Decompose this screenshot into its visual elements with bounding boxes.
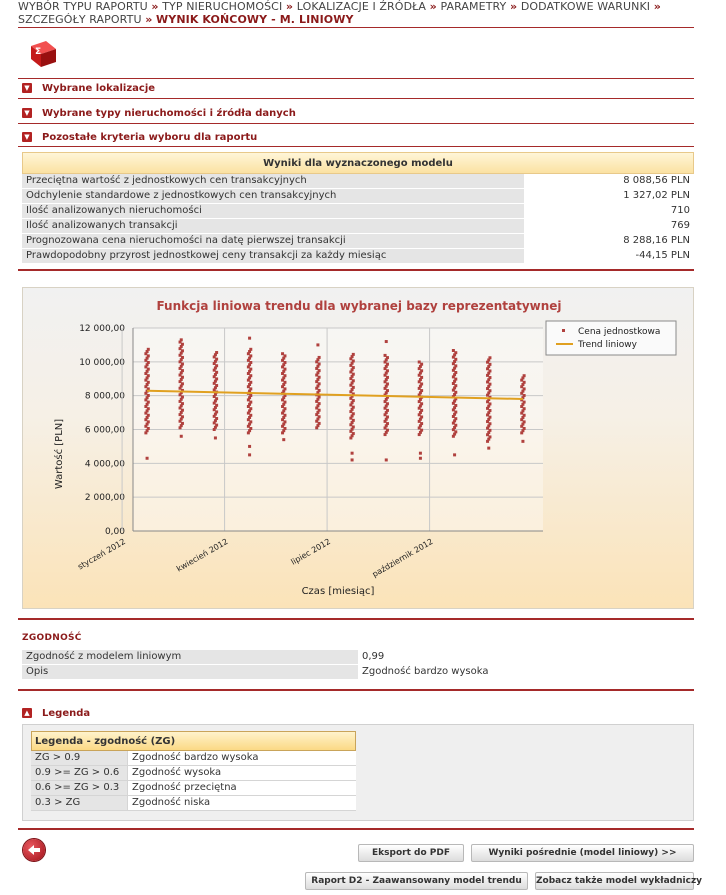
legend-table-header: Legenda - zgodność (ZG) [31, 731, 356, 751]
breadcrumb-item[interactable]: WYBÓR TYPU RAPORTU [18, 0, 148, 13]
x-tick-label: kwiecień 2012 [174, 536, 230, 574]
results-table-header: Wyniki dla wyznaczonego modelu [22, 152, 694, 174]
data-point [521, 440, 524, 443]
breadcrumb-current: WYNIK KOŃCOWY - M. LINIOWY [156, 13, 354, 26]
row-label: Ilość analizowanych nieruchomości [22, 204, 524, 219]
section-toggle-lokalizacje[interactable] [22, 82, 155, 96]
row-label: Opis [22, 665, 358, 680]
section-label: Wybrane typy nieruchomości i źródła danych [42, 108, 296, 119]
section-label: Pozostałe kryteria wyboru dla raportu [42, 132, 258, 143]
row-label: Ilość analizowanych transakcji [22, 219, 524, 234]
data-point [523, 374, 526, 377]
divider [18, 269, 694, 271]
divider [18, 689, 694, 691]
data-point [418, 361, 421, 364]
section-toggle-kryteria[interactable] [22, 131, 257, 145]
zg-range: 0.9 >= ZG > 0.6 [31, 766, 128, 781]
data-point [146, 457, 149, 460]
row-value: 1 327,02 PLN [524, 189, 694, 204]
zgodnosc-table [22, 650, 694, 680]
data-point [351, 458, 354, 461]
divider [18, 78, 694, 79]
breadcrumb-separator: » [429, 0, 437, 13]
chart-title: Funkcja liniowa trendu dla wybranej bazy reprezentatywnej [156, 299, 562, 313]
breadcrumb-item[interactable]: TYP NIERUCHOMOŚCI [162, 0, 283, 13]
data-point [281, 352, 284, 355]
breadcrumb [18, 0, 708, 26]
svg-text:Σ: Σ [35, 47, 42, 57]
data-point [147, 348, 150, 351]
results-table [22, 174, 694, 264]
legend-marker-scatter [562, 329, 565, 332]
y-tick-label: 12 000,00 [79, 324, 125, 334]
row-value: 710 [524, 204, 694, 219]
arrow-left-icon [23, 839, 45, 861]
expand-chevron-icon: ▼ [22, 132, 32, 142]
y-tick-label: 6 000,00 [84, 425, 125, 436]
back-button[interactable] [23, 839, 45, 861]
divider [18, 123, 694, 124]
legend-item-trend: Trend liniowy [578, 340, 637, 350]
data-point [248, 337, 251, 340]
data-point [249, 348, 252, 351]
breadcrumb-separator: » [145, 13, 153, 26]
legend-toggle[interactable] [22, 707, 90, 721]
divider [18, 828, 694, 830]
data-point [352, 353, 355, 356]
data-point [453, 453, 456, 456]
row-label: Prognozowana cena nieruchomości na datę pierwszej transakcji [22, 234, 524, 249]
y-tick-label: 0,00 [104, 527, 125, 537]
x-tick-label: lipiec 2012 [289, 536, 333, 567]
export-pdf-button[interactable]: Eksport do PDF [358, 844, 464, 862]
expand-chevron-icon: ▼ [22, 83, 32, 93]
zg-range: ZG > 0.9 [31, 751, 128, 766]
report-d2-button[interactable]: Raport D2 - Zaawansowany model trendu [305, 872, 528, 890]
table-row [31, 796, 356, 811]
table-row [22, 189, 694, 204]
breadcrumb-item[interactable]: SZCZEGÓŁY RAPORTU [18, 13, 142, 26]
zg-desc: Zgodność przeciętna [128, 781, 357, 796]
breadcrumb-item[interactable]: PARAMETRY [440, 0, 507, 13]
data-point [385, 340, 388, 343]
intermediate-results-button[interactable]: Wyniki pośrednie (model liniowy) >> [471, 844, 694, 862]
data-point [351, 452, 354, 455]
legend-table [31, 751, 356, 811]
zg-desc: Zgodność wysoka [128, 766, 357, 781]
table-row [22, 219, 694, 234]
divider [18, 27, 694, 28]
table-row [22, 174, 694, 189]
breadcrumb-separator: » [151, 0, 159, 13]
row-value: -44,15 PLN [524, 249, 694, 264]
zgodnosc-title: ZGODNOŚĆ [22, 633, 82, 643]
row-value: 0,99 [358, 650, 694, 665]
zg-desc: Zgodność bardzo wysoka [128, 751, 357, 766]
y-tick-label: 4 000,00 [84, 459, 125, 470]
table-row [22, 234, 694, 249]
expand-chevron-icon: ▼ [22, 108, 32, 118]
table-row [22, 249, 694, 264]
zg-desc: Zgodność niska [128, 796, 357, 811]
exponential-model-button[interactable]: Zobacz także model wykładniczy [535, 872, 694, 890]
y-tick-label: 8 000,00 [84, 391, 125, 402]
chart-legend [546, 321, 676, 355]
data-point [419, 457, 422, 460]
data-point [248, 445, 251, 448]
x-tick-label: październik 2012 [370, 536, 435, 580]
row-label: Odchylenie standardowe z jednostkowych cen transakcyjnych [22, 189, 524, 204]
row-value: 769 [524, 219, 694, 234]
data-point [318, 356, 321, 359]
breadcrumb-item[interactable]: LOKALIZACJE I ŹRÓDŁA [296, 0, 427, 13]
table-row [31, 751, 356, 766]
breadcrumb-separator: » [653, 0, 661, 13]
section-toggle-typy[interactable] [22, 107, 296, 121]
x-axis-label: Czas [miesiąc] [301, 586, 375, 597]
row-value: 8 088,56 PLN [524, 174, 694, 189]
data-point [487, 447, 490, 450]
data-point [215, 351, 218, 354]
data-point [488, 356, 491, 359]
zg-range: 0.3 > ZG [31, 796, 128, 811]
data-point [180, 338, 183, 341]
row-value: Zgodność bardzo wysoka [358, 665, 694, 680]
y-axis-label: Wartość [PLN] [54, 418, 65, 490]
collapse-chevron-icon: ▲ [22, 708, 32, 718]
breadcrumb-separator: » [285, 0, 294, 13]
row-label: Zgodność z modelem liniowym [22, 650, 358, 665]
table-row [22, 650, 694, 665]
data-point [282, 438, 285, 441]
y-tick-label: 10 000,00 [79, 357, 125, 368]
sigma-logo-icon [26, 38, 58, 68]
table-row [22, 204, 694, 219]
data-point [316, 343, 319, 346]
data-point [452, 349, 455, 352]
row-label: Przeciętna wartość z jednostkowych cen transakcyjnych [22, 174, 524, 189]
row-value: 8 288,16 PLN [524, 234, 694, 249]
row-label: Prawdopodobny przyrost jednostkowej ceny transakcji za każdy miesiąc [22, 249, 524, 264]
data-point [384, 354, 387, 357]
legend-item-cena: Cena jednostkowa [578, 327, 661, 337]
data-point [180, 435, 183, 438]
divider [18, 146, 694, 147]
legend-toggle-label: Legenda [42, 708, 91, 719]
divider [18, 618, 694, 620]
divider [18, 98, 694, 99]
trend-chart-panel [22, 287, 694, 609]
table-row [31, 766, 356, 781]
section-label: Wybrane lokalizacje [42, 83, 156, 94]
table-row [31, 781, 356, 796]
breadcrumb-item[interactable]: DODATKOWE WARUNKI [520, 0, 651, 13]
table-row [22, 665, 694, 680]
x-tick-label: styczeń 2012 [76, 536, 128, 572]
data-point [248, 453, 251, 456]
breadcrumb-separator: » [510, 0, 518, 13]
trend-chart [23, 288, 693, 608]
y-tick-label: 2 000,00 [84, 493, 125, 504]
data-point [214, 436, 217, 439]
data-point [385, 458, 388, 461]
zg-range: 0.6 >= ZG > 0.3 [31, 781, 128, 796]
data-point [419, 452, 422, 455]
